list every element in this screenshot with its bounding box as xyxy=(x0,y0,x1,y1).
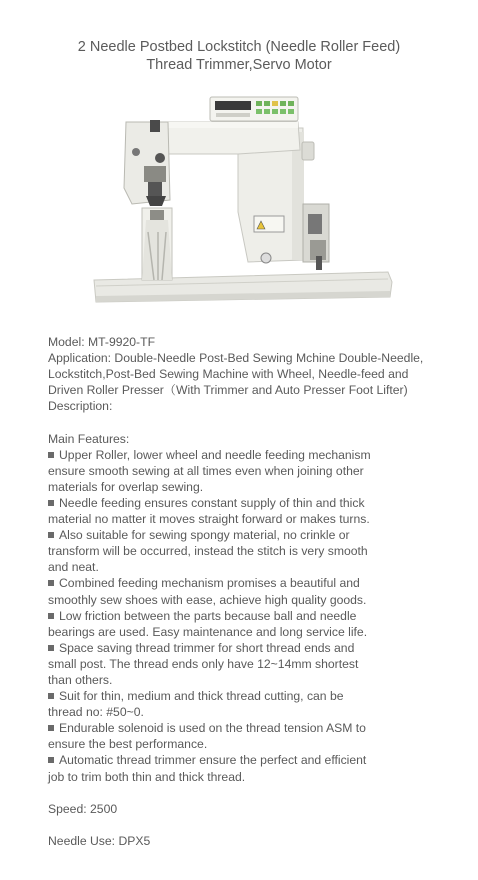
feature-text: Suit for thin, medium and thick thread cutting, can be xyxy=(59,689,344,704)
feature-text: than others. xyxy=(48,672,113,687)
list-item xyxy=(48,720,468,752)
list-item xyxy=(48,688,468,720)
speed-text: Speed: 2500 xyxy=(48,801,118,816)
feature-text: ensure the best performance. xyxy=(48,737,208,752)
feature-text: thread no: #50~0. xyxy=(48,705,144,720)
feature-text: Automatic thread trimmer ensure the perfect and efficient xyxy=(59,753,367,768)
square-bullet-icon xyxy=(48,725,54,731)
square-bullet-icon xyxy=(48,532,54,538)
description-label: Description: xyxy=(48,399,113,414)
feature-text: Space saving thread trimmer for short thread ends and xyxy=(59,640,355,655)
needle-use-text: Needle Use: DPX5 xyxy=(48,833,151,848)
square-bullet-icon xyxy=(48,757,54,763)
list-item xyxy=(48,575,468,607)
feature-text: Also suitable for sewing spongy material, no crinkle or xyxy=(59,528,350,543)
feature-text: ensure smooth sewing at all times even when joining other xyxy=(48,463,364,478)
square-bullet-icon xyxy=(48,613,54,619)
feature-text: transform will be occurred, instead the stitch is very smooth xyxy=(48,544,368,559)
list-item xyxy=(48,608,468,640)
application-line-1: Application: Double-Needle Post-Bed Sewing Mchine Double-Needle, xyxy=(48,351,424,366)
feature-text: Upper Roller, lower wheel and needle feeding mechanism xyxy=(59,447,371,462)
feature-text: job to trim both thin and thick thread. xyxy=(48,769,246,784)
feature-text: Combined feeding mechanism promises a beautiful and xyxy=(59,576,360,591)
square-bullet-icon xyxy=(48,500,54,506)
features-heading: Main Features: xyxy=(48,431,130,446)
feature-text: bearings are used. Easy maintenance and long service life. xyxy=(48,624,368,639)
application-line-3: Driven Roller Presser（With Trimmer and Auto Presser Foot Lifter) xyxy=(48,383,408,398)
feature-text: smoothly sew shoes with ease, achieve high quality goods. xyxy=(48,592,367,607)
square-bullet-icon xyxy=(48,580,54,586)
page-title xyxy=(0,38,478,74)
features-list xyxy=(48,447,468,785)
feature-text: Endurable solenoid is used on the thread tension ASM to xyxy=(59,721,366,736)
product-description xyxy=(48,334,468,849)
square-bullet-icon xyxy=(48,452,54,458)
list-item xyxy=(48,527,468,575)
feature-text: Needle feeding ensures constant supply of thin and thick xyxy=(59,495,365,510)
sewing-machine-image xyxy=(88,92,393,304)
feature-text: materials for overlap sewing. xyxy=(48,479,204,494)
list-item xyxy=(48,752,468,784)
application-line-2: Lockstitch,Post-Bed Sewing Machine with Wheel, Needle-feed and xyxy=(48,367,409,382)
model-text: Model: MT-9920-TF xyxy=(48,335,156,349)
feature-text: material no matter it moves straight forward or makes turns. xyxy=(48,512,370,527)
feature-text: Low friction between the parts because ball and needle xyxy=(59,608,357,623)
feature-text: small post. The thread ends only have 12~14mm shortest xyxy=(48,656,359,671)
list-item xyxy=(48,447,468,495)
title-line-2: Thread Trimmer,Servo Motor xyxy=(146,57,332,73)
square-bullet-icon xyxy=(48,693,54,699)
feature-text: and neat. xyxy=(48,560,99,575)
title-line-1: 2 Needle Postbed Lockstitch (Needle Roller Feed) xyxy=(77,39,401,55)
list-item xyxy=(48,495,468,527)
square-bullet-icon xyxy=(48,645,54,651)
list-item xyxy=(48,640,468,688)
